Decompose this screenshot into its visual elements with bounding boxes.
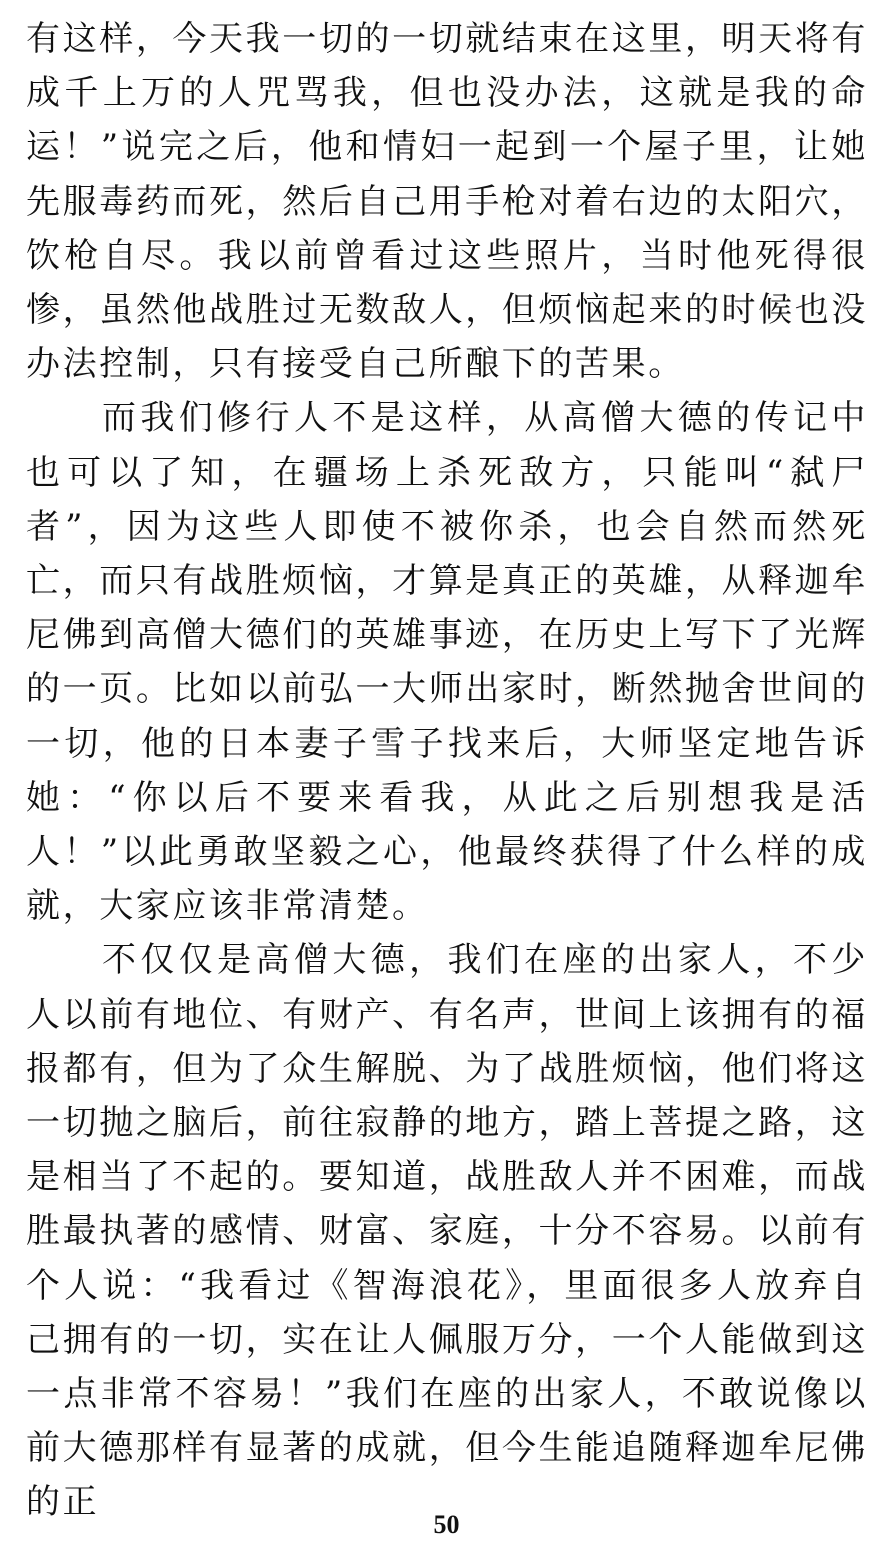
paragraph-3: 不仅仅是高僧大德，我们在座的出家人，不少人以前有地位、有财产、有名声，世间上该拥有的福报都有，但为了众生解脱、为了战胜烦恼，他们将这一切抛之脑后，前往寂静的地方，踏上菩提之路，这是相当了不起的。要知道，战胜敌人并不困难，而战胜最执著的感情、财富、家庭，十分不容易。以前有个人说：“我看过《智海浪花》，里面很多人放弃自己拥有的一切，实在让人佩服万分，一个人能做到这一点非常不容易！”我们在座的出家人，不敢说像以前大德那样有显著的成就，但今生能追随释迦牟尼佛的正 xyxy=(26,940,868,1523)
paragraph-2: 而我们修行人不是这样，从高僧大德的传记中也可以了知，在疆场上杀死敌方，只能叫“弑尸者”，因为这些人即使不被你杀，也会自然而然死亡，而只有战胜烦恼，才算是真正的英雄，从释迦牟尼佛到高僧大德们的英雄事迹，在历史上写下了光辉的一页。比如以前弘一大师出家时，断然抛舍世间的一切，他的日本妻子雪子找来后，大师坚定地告诉她：“你以后不要来看我，从此之后别想我是活人！”以此勇敢坚毅之心，他最终获得了什么样的成就，大家应该非常清楚。 xyxy=(26,398,868,927)
paragraph-1: 有这样，今天我一切的一切就结束在这里，明天将有成千上万的人咒骂我，但也没办法，这就是我的命运！”说完之后，他和情妇一起到一个屋子里，让她先服毒药而死，然后自己用手枪对着右边的太阳穴，饮枪自尽。我以前曾看过这些照片，当时他死得很惨，虽然他战胜过无数敌人，但烦恼起来的时候也没办法控制，只有接受自己所酿下的苦果。 xyxy=(26,19,868,385)
body-text xyxy=(26,12,868,1530)
page-number: 50 xyxy=(433,1510,460,1539)
